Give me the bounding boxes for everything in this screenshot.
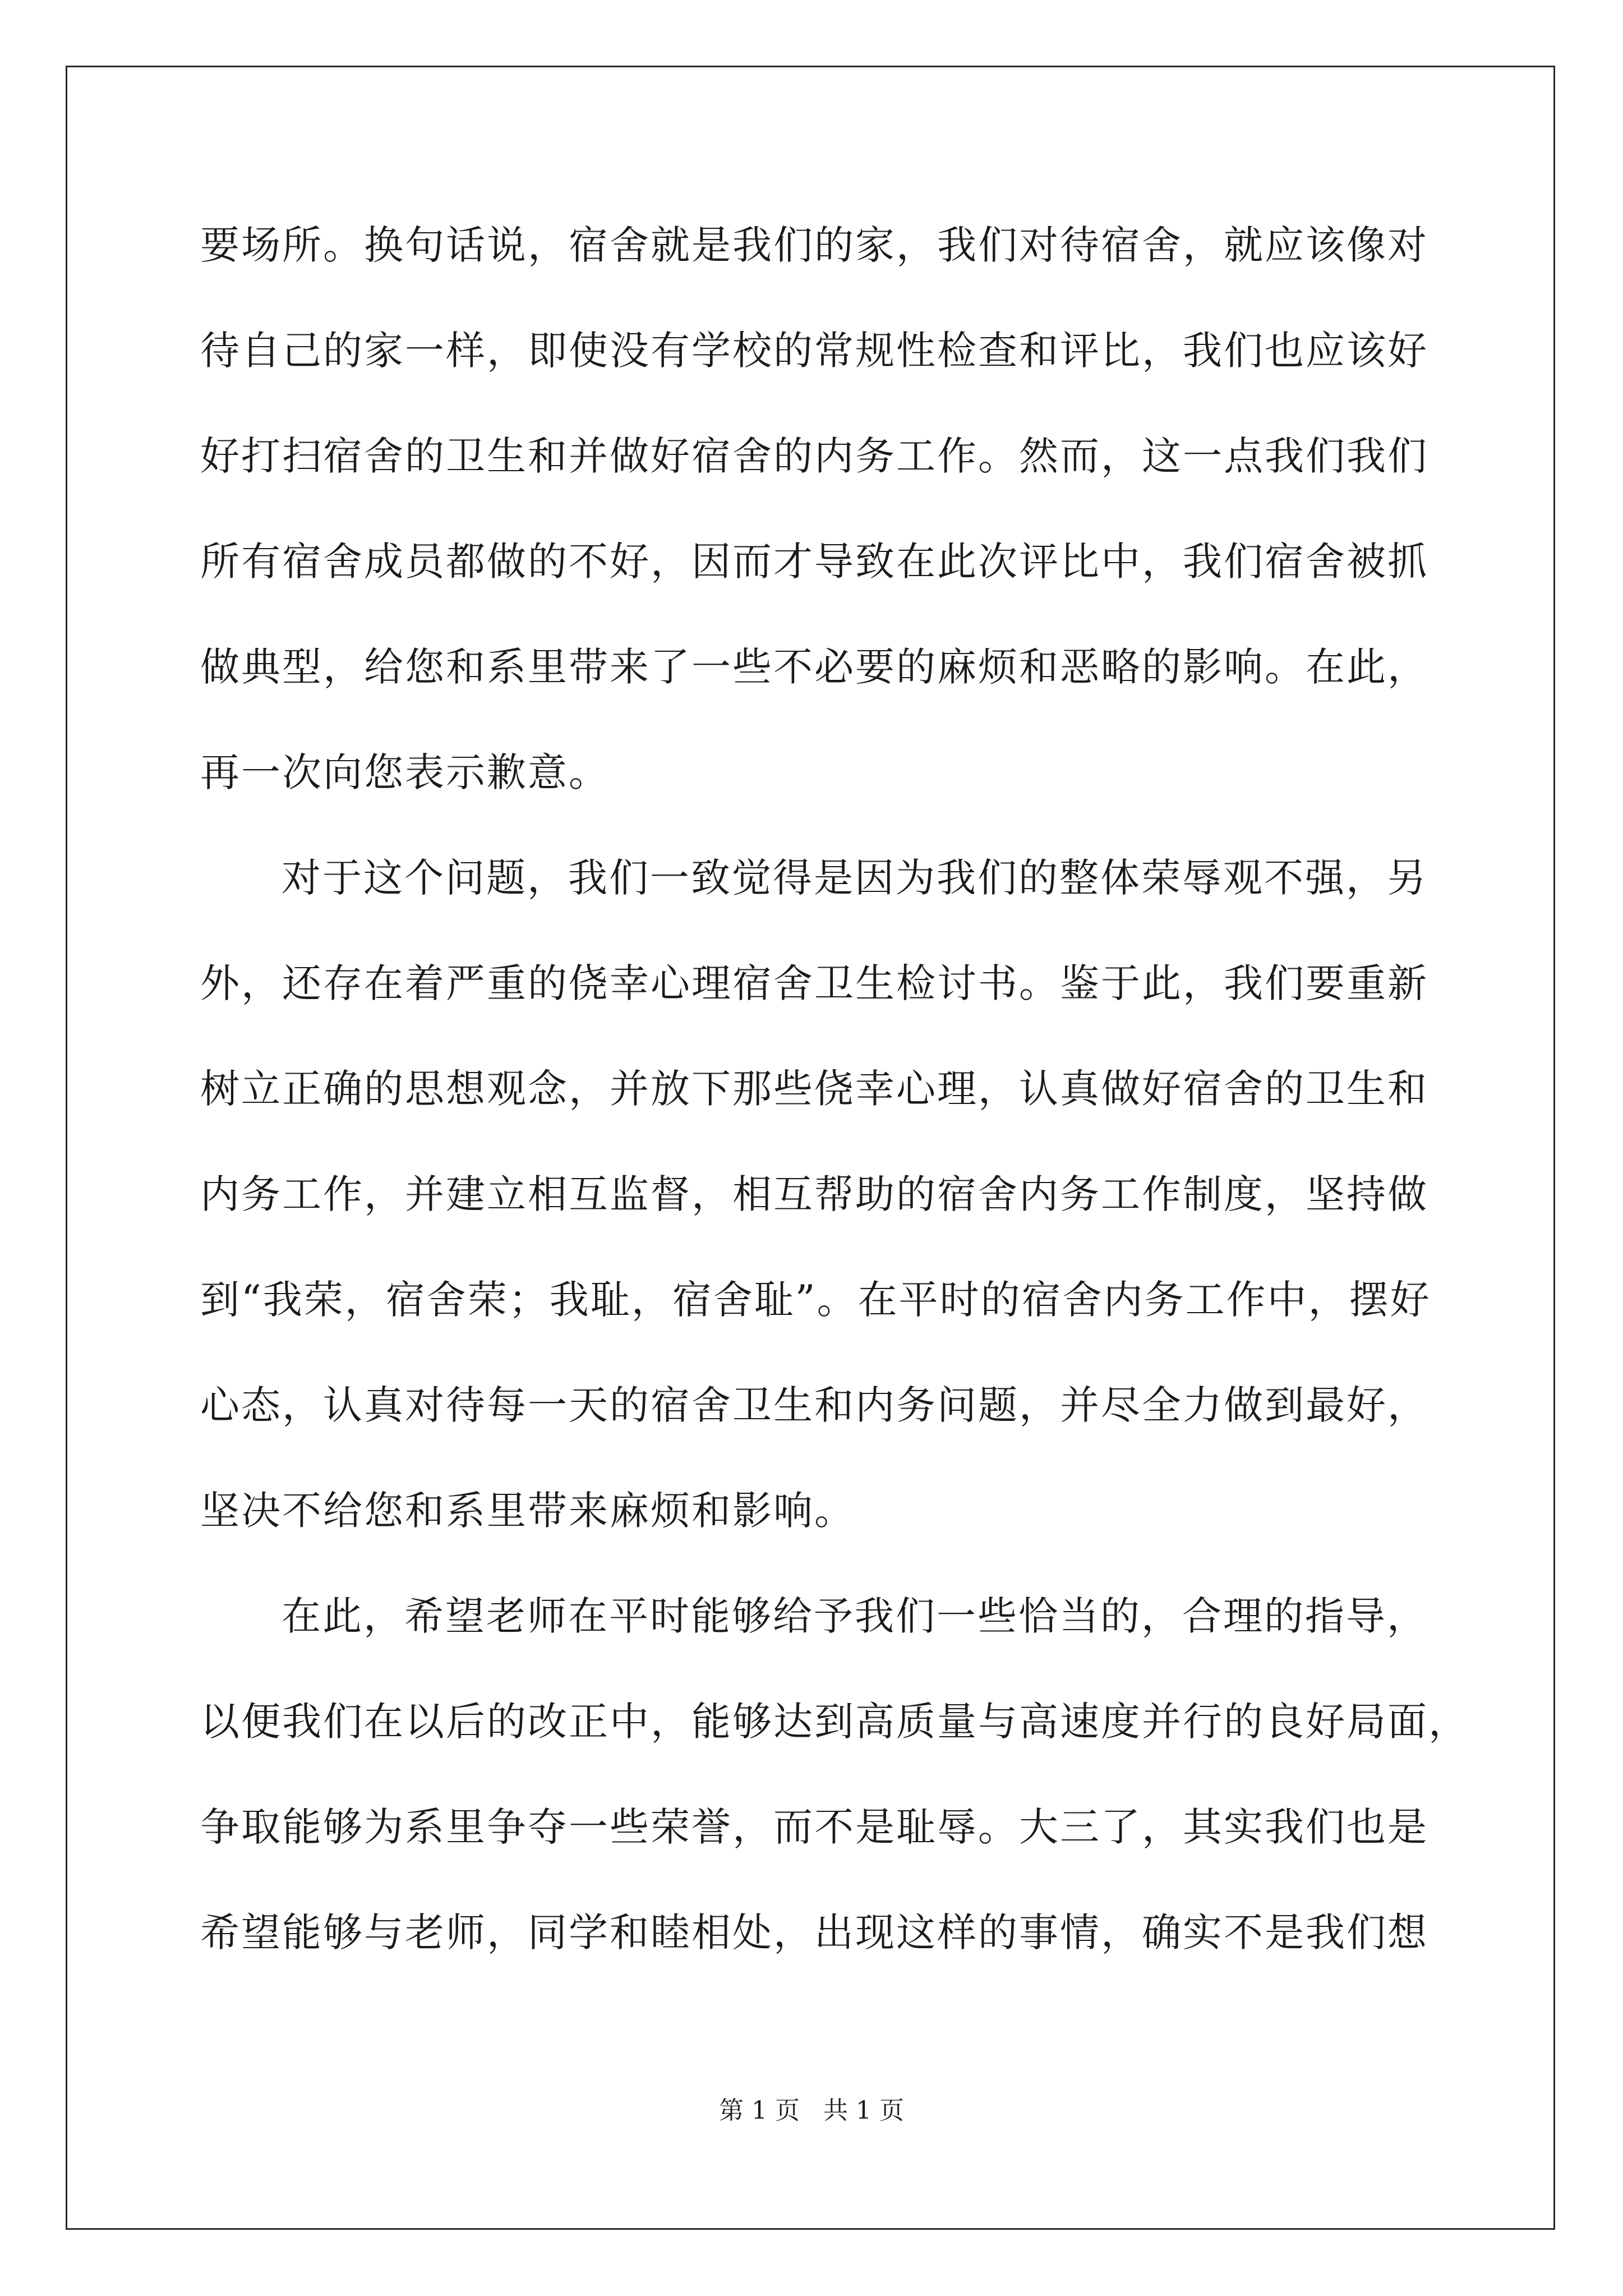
body-line: 做典型，给您和系里带来了一些不必要的麻烦和恶略的影响。在此， <box>200 644 1428 690</box>
body-line: 树立正确的思想观念，并放下那些侥幸心理，认真做好宿舍的卫生和 <box>200 1066 1428 1112</box>
body-line: 希望能够与老师，同学和睦相处，出现这样的事情，确实不是我们想 <box>200 1910 1428 1955</box>
body-line: 好打扫宿舍的卫生和并做好宿舍的内务工作。然而，这一点我们我们 <box>200 433 1428 479</box>
body-line: 坚决不给您和系里带来麻烦和影响。 <box>200 1488 855 1534</box>
body-line: 所有宿舍成员都做的不好，因而才导致在此次评比中，我们宿舍被抓 <box>200 539 1428 585</box>
paragraph-first-line: 在此，希望老师在平时能够给予我们一些恰当的，合理的指导， <box>282 1593 1428 1639</box>
body-line: 要场所。换句话说，宿舍就是我们的家，我们对待宿舍，就应该像对 <box>200 222 1428 268</box>
page-number-footer: 第 1 页 共 1 页 <box>719 2096 904 2125</box>
body-line: 内务工作，并建立相互监督，相互帮助的宿舍内务工作制度，坚持做 <box>200 1171 1428 1217</box>
body-line: 以便我们在以后的改正中，能够达到高质量与高速度并行的良好局面， <box>200 1699 1469 1745</box>
paragraph-first-line: 对于这个问题，我们一致觉得是因为我们的整体荣辱观不强，另 <box>282 855 1428 901</box>
body-line: 待自己的家一样，即使没有学校的常规性检查和评比，我们也应该好 <box>200 328 1428 374</box>
page-border <box>66 66 1555 2230</box>
body-line: 争取能够为系里争夺一些荣誉，而不是耻辱。大三了，其实我们也是 <box>200 1804 1428 1850</box>
body-line: 到“我荣，宿舍荣；我耻，宿舍耻”。在平时的宿舍内务工作中，摆好 <box>200 1277 1431 1323</box>
body-line: 再一次向您表示歉意。 <box>200 749 610 795</box>
body-line: 外，还存在着严重的侥幸心理宿舍卫生检讨书。鉴于此，我们要重新 <box>200 960 1428 1006</box>
body-line: 心态，认真对待每一天的宿舍卫生和内务问题，并尽全力做到最好， <box>200 1382 1428 1428</box>
